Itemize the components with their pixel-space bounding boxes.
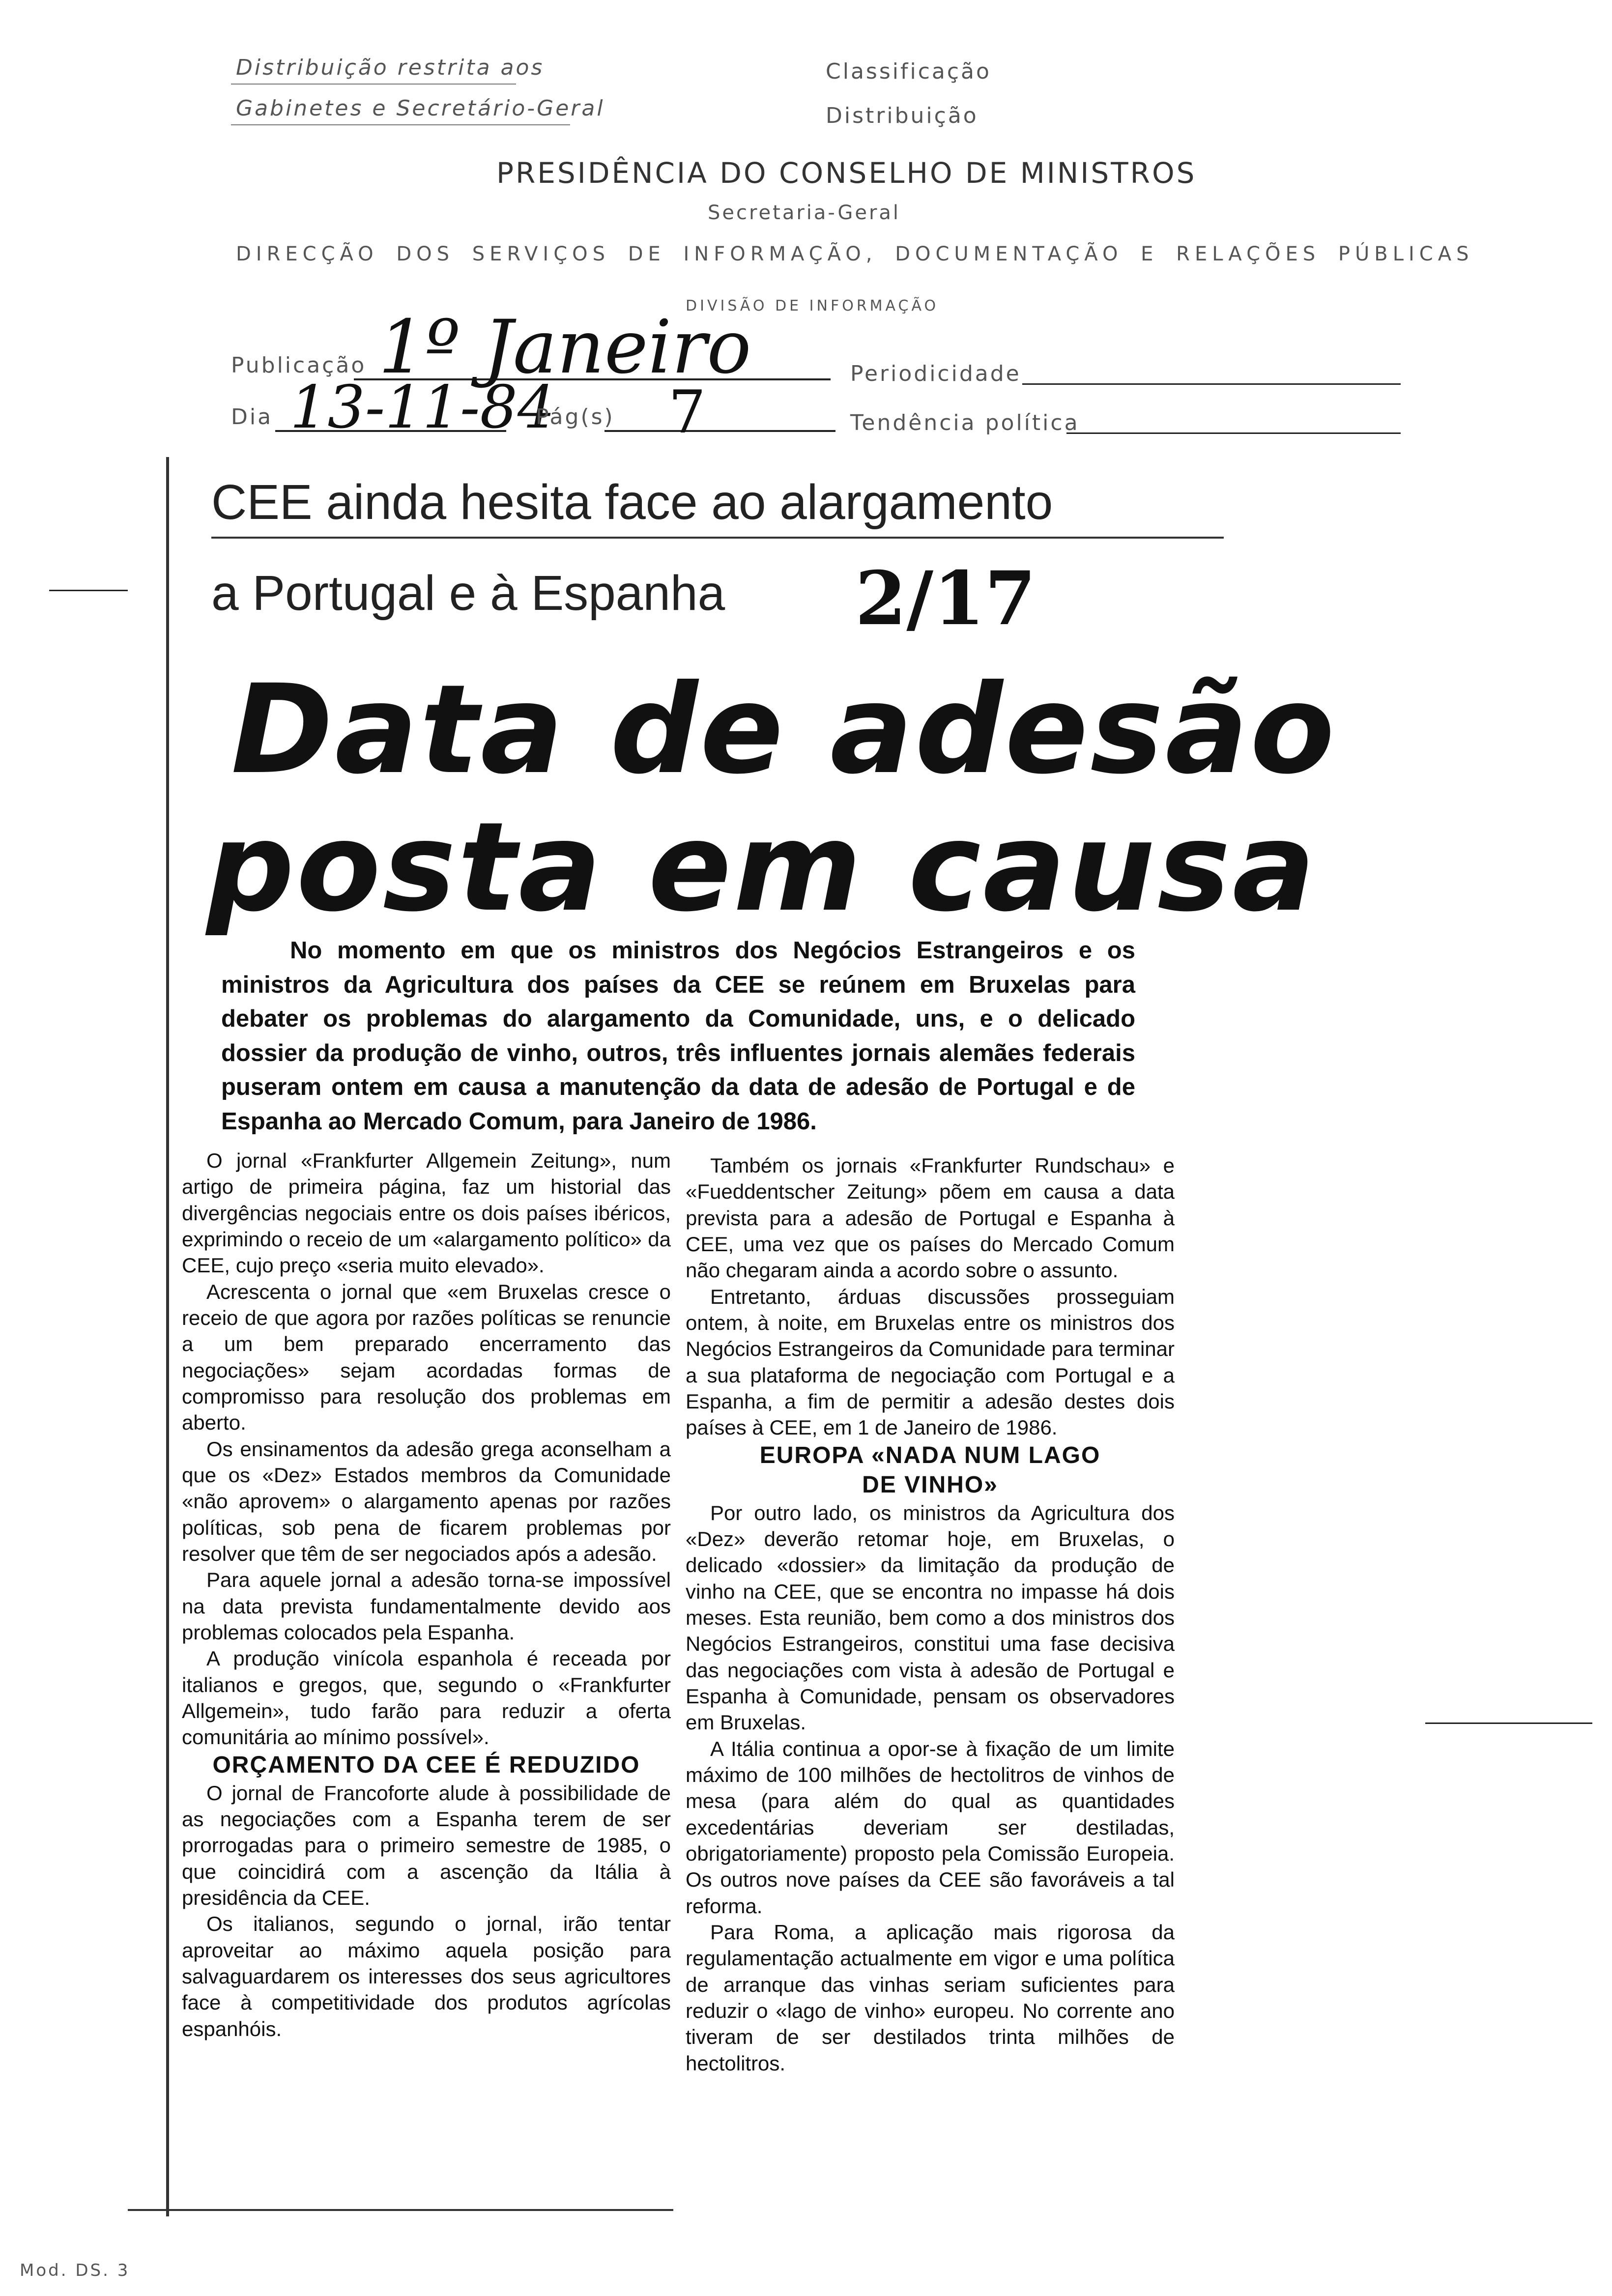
right-paragraph-5: Para Roma, a aplicação mais rigorosa da regulamentação actualmente em vigor e uma política de arranque das vinhas seriam suficientes para reduzir o «lago de vinho» europeu. No corrente ano tiveram de ser destilados trinta milhões de hectolitros. [686, 1920, 1175, 2075]
left-subhead: ORÇAMENTO DA CEE É REDUZIDO [212, 1751, 640, 1778]
pages-label: Pág(s) [536, 404, 615, 430]
right-column [686, 1152, 1175, 2076]
publication-label: Publicação [231, 353, 367, 378]
kicker-line-2: a Portugal e à Espanha [211, 566, 725, 621]
headline-line-1: Data de adesão [231, 658, 1337, 801]
right-paragraph-4: A Itália continua a opor-se à fixação de um limite máximo de 100 milhões de hectolitros de vinhos de mesa (para além do qual as quantidades excedentárias deveriam ser destiladas, obrigatoriamente) proposto pela Comissão Europeia. Os outros nove países da CEE são favoráveis a tal reforma. [686, 1737, 1175, 1918]
pages-handwritten: 7 [668, 378, 706, 447]
division-line: DIVISÃO DE INFORMAÇÃO [686, 297, 939, 315]
left-paragraph-2: Acrescenta o jornal que «em Bruxelas cresce o receio de que agora por razões políticas se renuncie a um bem preparado encerramento das negociações» sejam acordadas formas de compromisso para resolução dos problemas em aberto. [182, 1280, 671, 1435]
directorate-line: DIRECÇÃO DOS SERVIÇOS DE INFORMAÇÃO, DOCUMENTAÇÃO E RELAÇÕES PÚBLICAS [236, 243, 1474, 265]
handwritten-archive-code: 2/17 [855, 555, 1036, 642]
day-handwritten: 13-11-84 [290, 373, 555, 442]
periodicity-line [1022, 383, 1401, 385]
right-paragraph-3: Por outro lado, os ministros da Agricultura dos «Dez» deverão retomar hoje, em Bruxelas, o delicado «dossier» da limitação da produção de vinho na CEE, que se encontra no impasse há dois meses. Esta reunião, bem como a dos ministros dos Negócios Estrangeiros, constitui uma fase decisiva das negociações com vista à adesão de Portugal e Espanha à Comunidade, pensam os observadores em Bruxelas. [686, 1501, 1175, 1734]
form-code: Mod. DS. 3 [20, 2261, 130, 2280]
classification-label: Classificação [826, 59, 991, 84]
presidency-title: PRESIDÊNCIA DO CONSELHO DE MINISTROS [496, 156, 1197, 190]
right-paragraph-2: Entretanto, árduas discussões prosseguiam ontem, à noite, em Bruxelas entre os ministros dos Negócios Estrangeiros da Comunidade para terminar a sua plataforma de negociação com Portugal e a Espanha, a fim de permitir a adesão destes dois países à CEE, em 1 de Janeiro de 1986. [686, 1285, 1175, 1439]
left-paragraph-3: Os ensinamentos da adesão grega aconselham a que os «Dez» Estados membros da Comunidade «não aprovem» o alargamento apenas por razões políticas, sob pena de ficarem problemas por resolver que têm de ser negociados após a adesão. [182, 1437, 671, 1565]
left-paragraph-5: A produção vinícola espanhola é receada por italianos e gregos, que, segundo o «Frankfurter Allgemein», tudo farão para reduzir a oferta comunitária ao mínimo possível». [182, 1647, 671, 1749]
left-paragraph-1: O jornal «Frankfurter Allgemein Zeitung», num artigo de primeira página, faz um historial das divergências negociais entre os dois países ibéricos, exprimindo o receio de um «alargamento político» da CEE, cujo preço «seria muito elevado». [182, 1149, 671, 1277]
kicker-underline [211, 537, 1224, 539]
general-secretariat: Secretaria-Geral [708, 201, 901, 224]
pages-line [604, 430, 835, 432]
left-paragraph-4: Para aquele jornal a adesão torna-se impossível na data prevista fundamentalmente devido aos problemas colocados pela Espanha. [182, 1568, 671, 1644]
margin-mark-right [1425, 1722, 1592, 1724]
distribution-label: Distribuição [826, 103, 979, 128]
political-tendency-label: Tendência política [850, 410, 1080, 435]
left-column [182, 1148, 671, 2042]
right-subhead: EUROPA «NADA NUM LAGO [759, 1442, 1101, 1468]
publication-handwritten: 1º Janeiro [378, 305, 751, 390]
distribution-underline-1 [231, 84, 516, 85]
distribution-restricted-line2: Gabinetes e Secretário-Geral [236, 96, 605, 121]
left-paragraph-6: O jornal de Francoforte alude à possibilidade de as negociações com a Espanha terem de ser prorrogadas para o primeiro semestre de 1985, o que coincidirá com a ascenção da Itália à presidência da CEE. [182, 1781, 671, 1909]
right-paragraph-1: Também os jornais «Frankfurter Rundschau» e «Fueddentscher Zeitung» põem em causa a data prevista para a adesão de Portugal e Espanha à CEE, uma vez que os países do Mercado Comum não chegaram ainda a acordo sobre o assunto. [686, 1154, 1175, 1282]
distribution-restricted-line1: Distribuição restrita aos [236, 55, 545, 80]
periodicity-label: Periodicidade [850, 361, 1021, 386]
day-label: Dia [231, 404, 273, 430]
kicker-line-1: CEE ainda hesita face ao alargamento [211, 475, 1053, 530]
lead-paragraph: No momento em que os ministros dos Negócios Estrangeiros e os ministros da Agricultura dos países da CEE se reúnem em Bruxelas para debater os problemas do alargamento da Comunidade, uns, e o delicado dossier da produção de vinho, outros, três influentes jornais alemães federais puseram ontem em causa a manutenção da data de adesão de Portugal e de Espanha ao Mercado Comum, para Janeiro de 1986. [221, 937, 1135, 1135]
right-subhead-line-2: DE VINHO» [862, 1471, 998, 1498]
clipping-bottom-border [128, 2209, 673, 2211]
headline-line-2: posta em causa [206, 796, 1318, 939]
political-tendency-line [1066, 432, 1401, 434]
distribution-underline-2 [231, 124, 570, 125]
margin-mark-left [49, 590, 128, 591]
clipping-left-border [166, 457, 169, 2216]
left-paragraph-7: Os italianos, segundo o jornal, irão tentar aproveitar ao máximo aquela posição para salvaguardarem os interesses dos seus agricultores face à competitividade dos produtos agrícolas espanhóis. [182, 1912, 671, 2040]
